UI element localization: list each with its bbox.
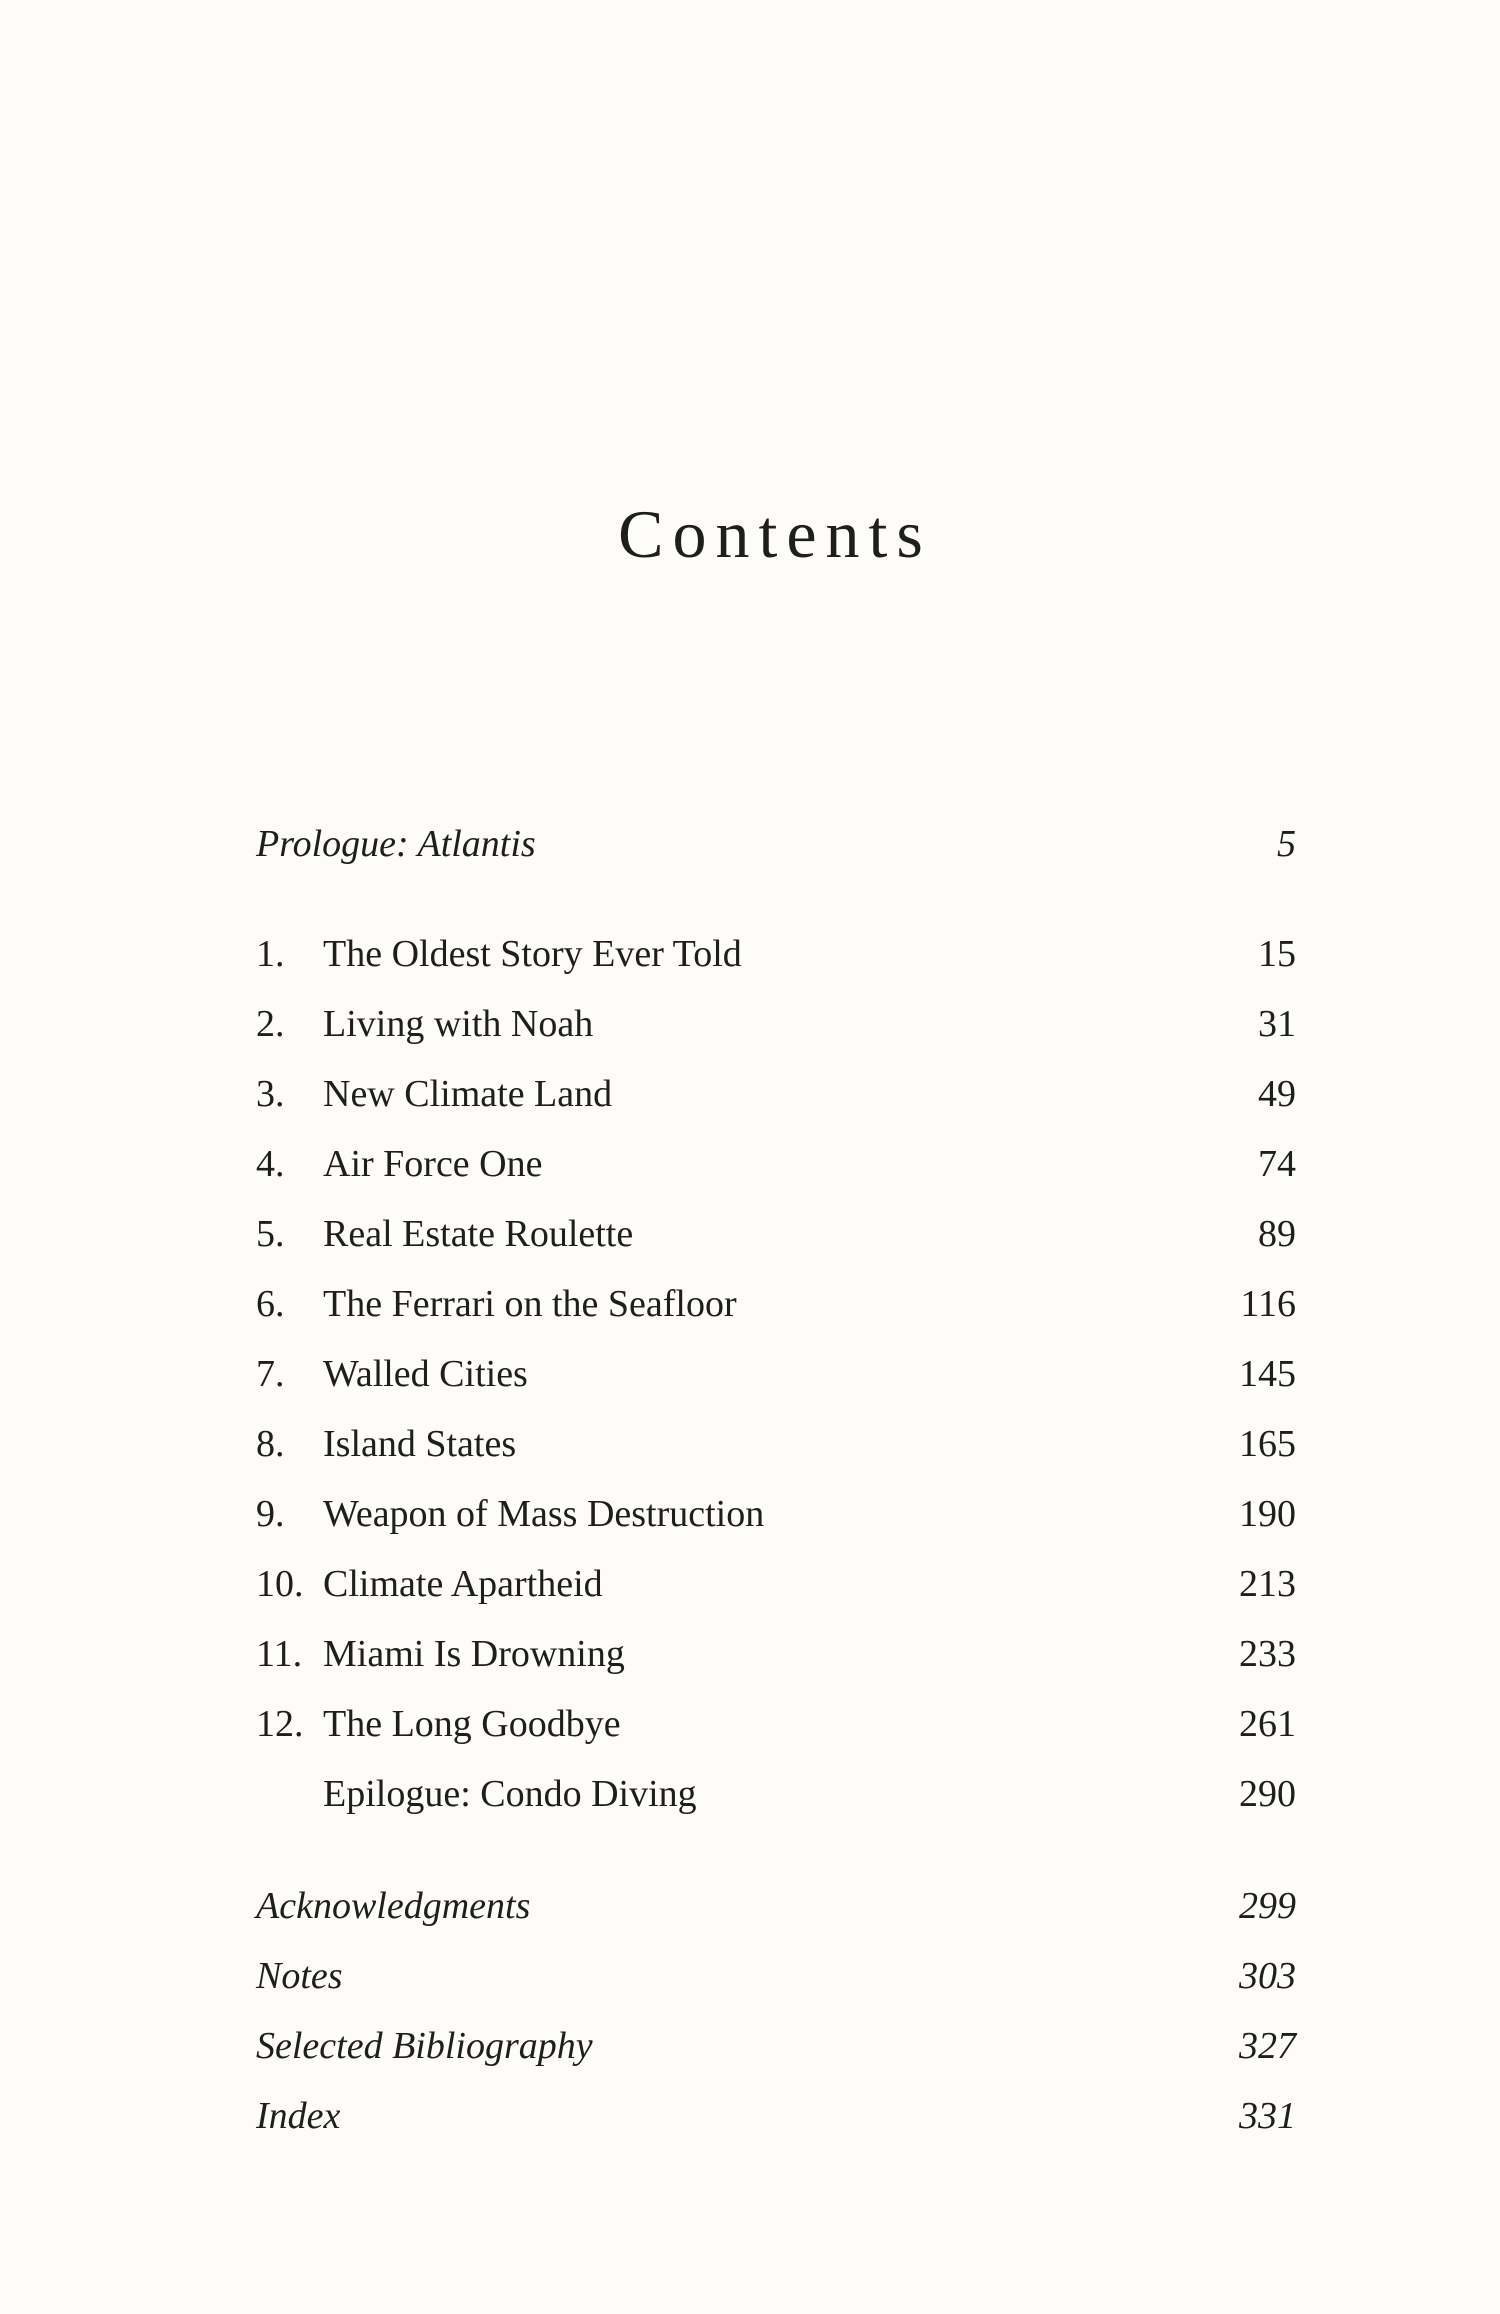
toc-entry-page: 190 <box>1239 1493 1296 1535</box>
toc-entry-page: 165 <box>1239 1423 1296 1465</box>
toc-entry-page: 145 <box>1239 1353 1296 1395</box>
toc-entry-label: New Climate Land <box>323 1073 613 1115</box>
toc-entry-label: Living with Noah <box>323 1003 594 1045</box>
chapter-number: 3. <box>256 1073 285 1115</box>
toc-entry-chapter-3 <box>256 1066 1296 1122</box>
chapter-number: 6. <box>256 1283 285 1325</box>
toc-entry-page: 331 <box>1239 2095 1296 2137</box>
toc-entry-label: Weapon of Mass Destruction <box>323 1493 765 1535</box>
toc-entry-label: Air Force One <box>323 1143 543 1185</box>
chapter-number: 11. <box>256 1633 303 1675</box>
toc-entry-page: 299 <box>1239 1885 1296 1927</box>
chapter-number: 2. <box>256 1003 285 1045</box>
toc-entry-label: Real Estate Roulette <box>323 1213 634 1255</box>
toc-entry-page: 213 <box>1239 1563 1296 1605</box>
toc-entry-chapter-12 <box>256 1696 1296 1752</box>
toc-entry-label: Island States <box>323 1423 517 1465</box>
toc-entry-chapter-1 <box>256 926 1296 982</box>
toc-entry-label: The Oldest Story Ever Told <box>323 933 742 975</box>
toc-entry-chapter-7 <box>256 1346 1296 1402</box>
chapter-number: 5. <box>256 1213 285 1255</box>
toc-entry-label: The Ferrari on the Seafloor <box>323 1283 737 1325</box>
toc-entry-chapter-5 <box>256 1206 1296 1262</box>
toc-entry-page: 89 <box>1258 1213 1296 1255</box>
toc-entry-label: The Long Goodbye <box>323 1703 621 1745</box>
toc-entry-label: Miami Is Drowning <box>323 1633 625 1675</box>
toc-entry-label: Walled Cities <box>323 1353 528 1395</box>
chapter-number: 9. <box>256 1493 285 1535</box>
toc-entry-page: 327 <box>1239 2025 1296 2067</box>
toc-entry-label: Climate Apartheid <box>323 1563 603 1605</box>
toc-entry-page: 303 <box>1239 1955 1296 1997</box>
chapter-number: 10. <box>256 1563 304 1605</box>
toc-entry-acknowledgments <box>256 1878 1296 1934</box>
toc-entry-label: Selected Bibliography <box>256 2025 593 2067</box>
toc-entry-chapter-10 <box>256 1556 1296 1612</box>
chapter-number: 1. <box>256 933 285 975</box>
chapter-number: 8. <box>256 1423 285 1465</box>
toc-entry-notes <box>256 1948 1296 2004</box>
toc-entry-prologue <box>256 816 1296 872</box>
toc-entry-page: 49 <box>1258 1073 1296 1115</box>
toc-entry-page: 74 <box>1258 1143 1296 1185</box>
chapter-number: 4. <box>256 1143 285 1185</box>
toc-entry-label: Epilogue: Condo Diving <box>323 1773 697 1815</box>
toc-entry-label: Acknowledgments <box>256 1885 531 1927</box>
toc-entry-label: Prologue: Atlantis <box>256 823 536 865</box>
chapter-number: 12. <box>256 1703 304 1745</box>
toc-entry-page: 116 <box>1240 1283 1296 1325</box>
toc-entry-chapter-11 <box>256 1626 1296 1682</box>
toc-entry-label: Notes <box>256 1955 343 1997</box>
toc-entry-page: 233 <box>1239 1633 1296 1675</box>
toc-entry-page: 31 <box>1258 1003 1296 1045</box>
toc-entry-epilogue <box>256 1766 1296 1822</box>
toc-entry-page: 5 <box>1277 823 1296 865</box>
toc-entry-chapter-9 <box>256 1486 1296 1542</box>
toc-entry-chapter-2 <box>256 996 1296 1052</box>
toc-entry-chapter-4 <box>256 1136 1296 1192</box>
chapter-number: 7. <box>256 1353 285 1395</box>
toc-entry-label: Index <box>256 2095 341 2137</box>
toc-entry-index <box>256 2088 1296 2144</box>
toc-entry-chapter-8 <box>256 1416 1296 1472</box>
toc-entry-page: 290 <box>1239 1773 1296 1815</box>
page-title: Contents <box>618 496 932 572</box>
toc-entry-page: 15 <box>1258 933 1296 975</box>
toc-entry-chapter-6 <box>256 1276 1296 1332</box>
toc-entry-page: 261 <box>1239 1703 1296 1745</box>
toc-entry-bibliography <box>256 2018 1296 2074</box>
